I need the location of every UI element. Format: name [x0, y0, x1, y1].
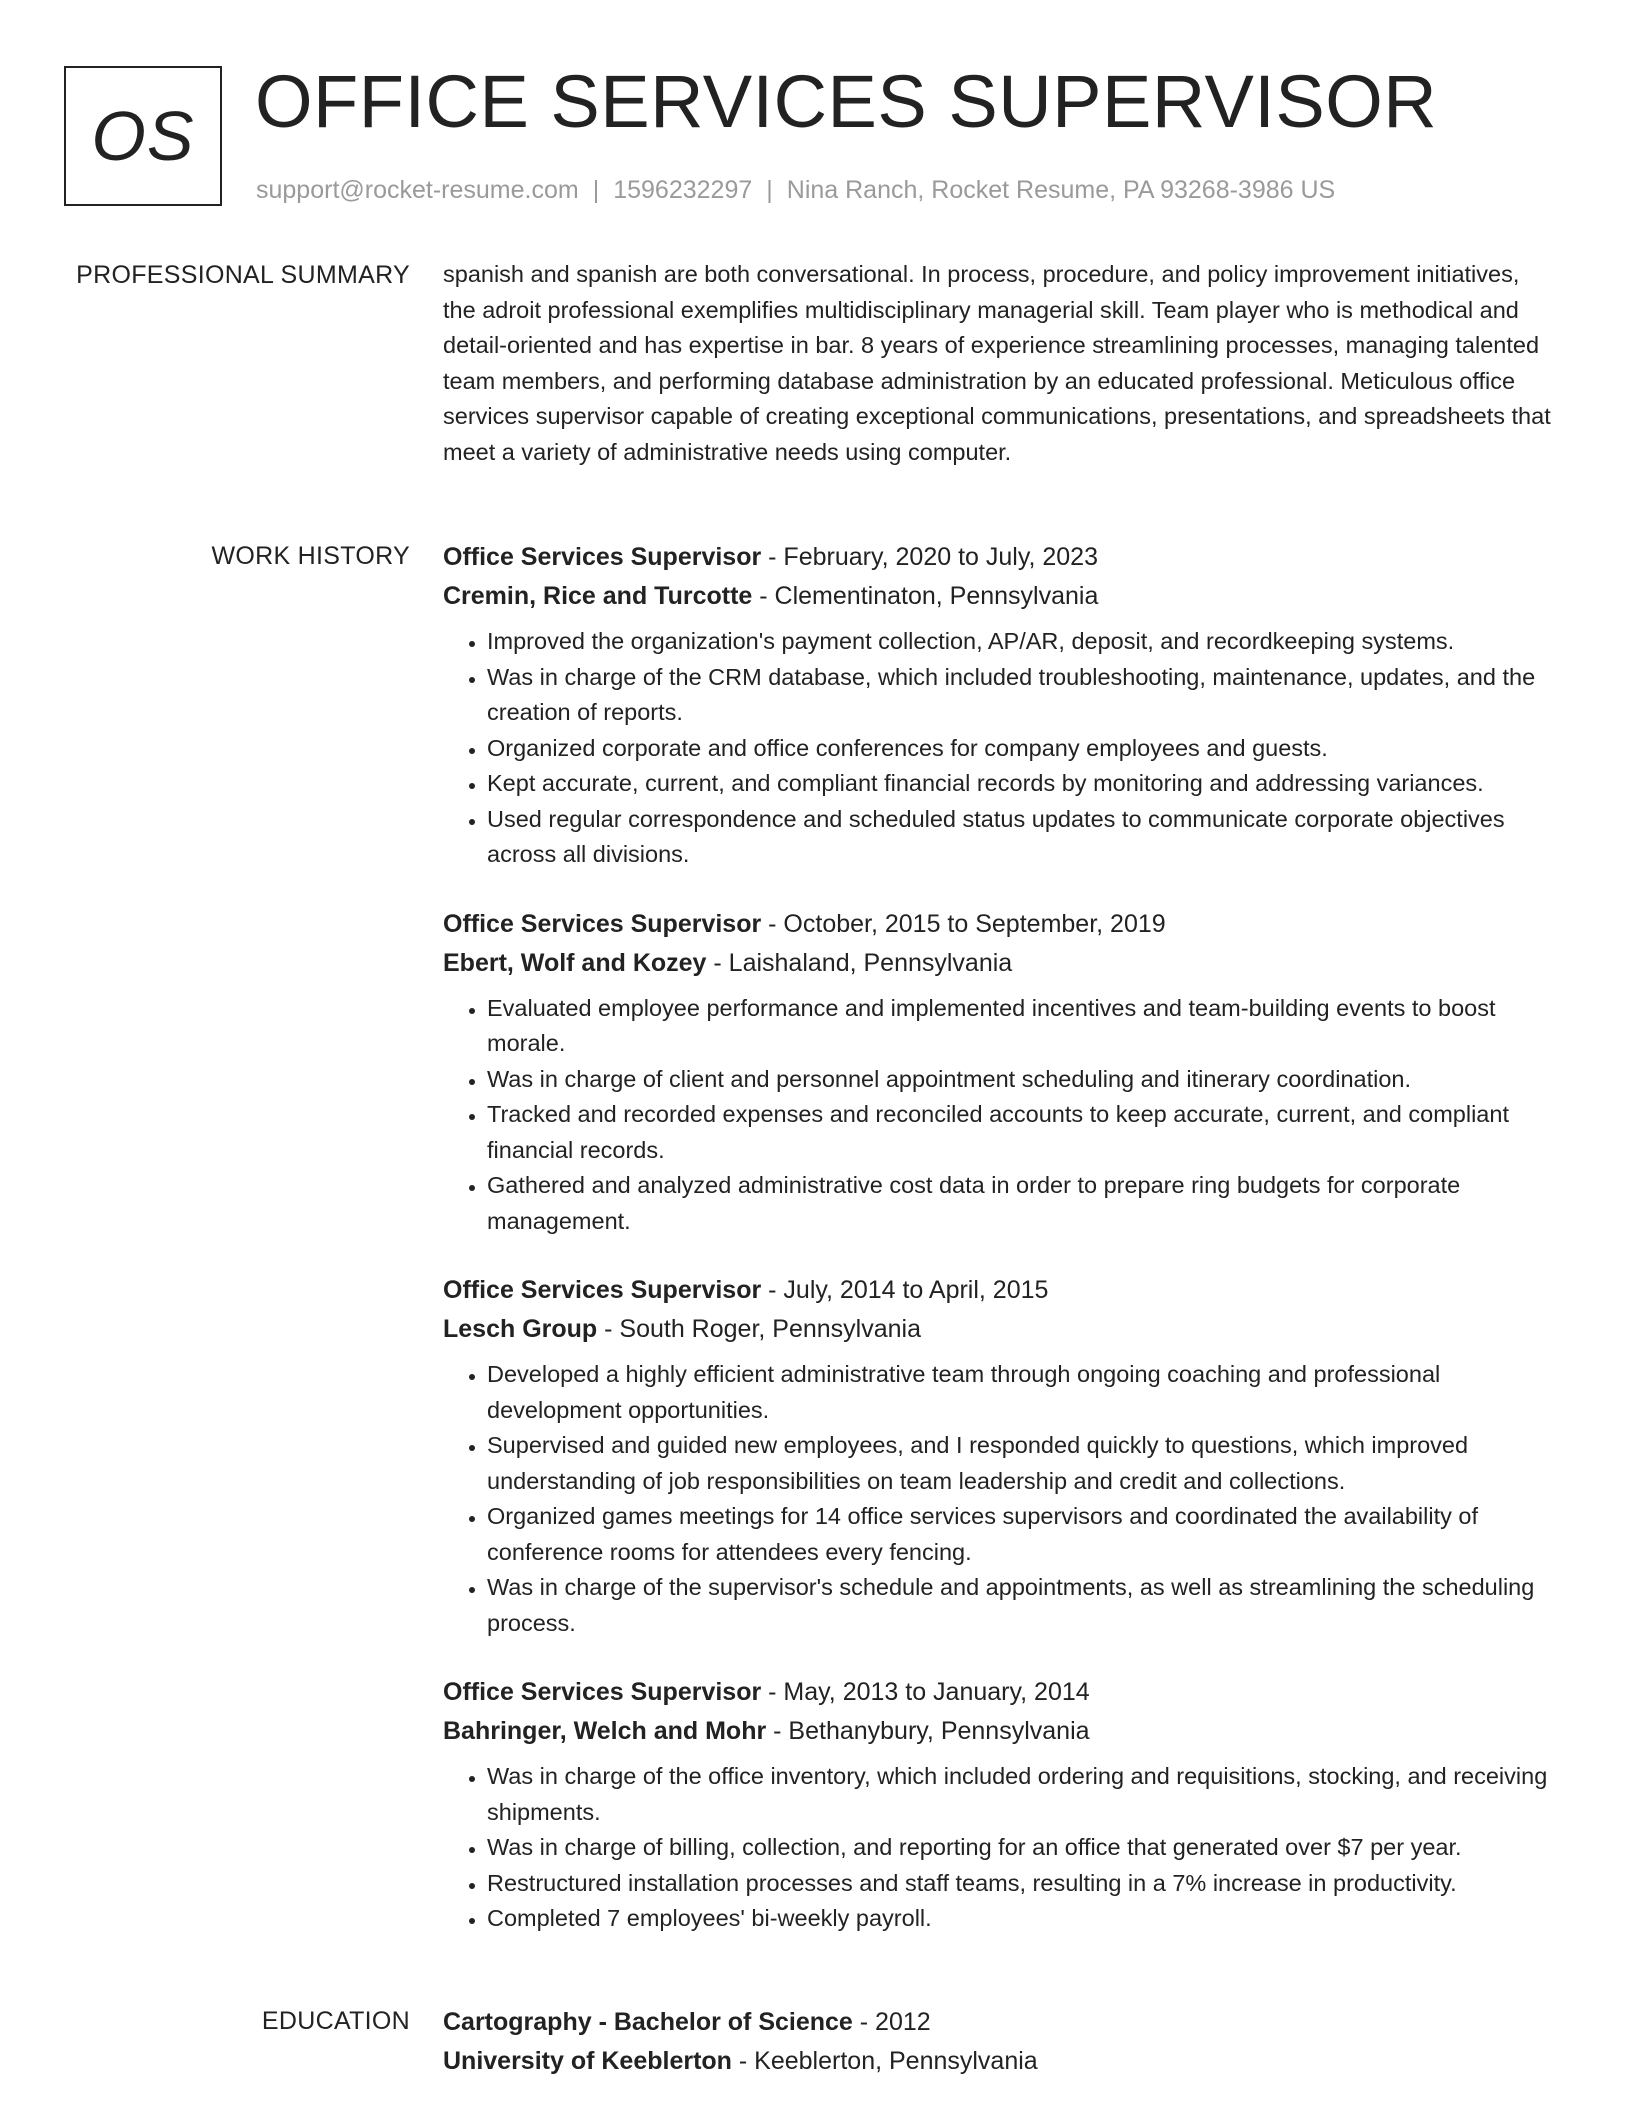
education-degree-line	[443, 2003, 1553, 2042]
job-location: - Bethanybury, Pennsylvania	[766, 1717, 1090, 1745]
job-bullet: • Was in charge of the CRM database, which included troubleshooting, maintenance, updates, and the creation of reports.	[487, 660, 1553, 731]
job-bullet: • Developed a highly efficient administrative team through ongoing coaching and professional development opportunities.	[487, 1357, 1553, 1428]
job-company-line	[443, 944, 1553, 983]
education-degree: Cartography - Bachelor of Science	[443, 2008, 853, 2036]
job-location: - Clementinaton, Pennsylvania	[752, 582, 1099, 610]
resume-title: OFFICE SERVICES SUPERVISOR	[255, 60, 1438, 143]
job-dates: - May, 2013 to January, 2014	[761, 1678, 1090, 1706]
job-entry	[443, 905, 1553, 1240]
education-year: - 2012	[852, 2008, 931, 2036]
job-dates: - July, 2014 to April, 2015	[761, 1276, 1049, 1304]
job-entry	[443, 538, 1553, 873]
job-company-line	[443, 1310, 1553, 1349]
job-title-line	[443, 905, 1553, 944]
job-title: Office Services Supervisor	[443, 909, 762, 938]
job-bullet: • Supervised and guided new employees, and I responded quickly to questions, which improved understanding of job responsibilities on team leadership and credit and collections.	[487, 1428, 1553, 1499]
summary-text: spanish and spanish are both conversational. In process, procedure, and policy improvement initiatives, the adroit professional exemplifies multidisciplinary managerial skill. Team player who is methodical and detail-oriented and has expertise in bar. 8 years of experience streamlining processes, managing talented team members, and performing database administration by an educated professional. Meticulous office services supervisor capable of creating exceptional communications, presentations, and spreadsheets that meet a variety of administrative needs using computer.	[443, 261, 1551, 465]
job-company: Lesch Group	[443, 1315, 598, 1343]
job-bullet: • Evaluated employee performance and implemented incentives and team-building events to boost morale.	[487, 991, 1553, 1062]
job-company: Cremin, Rice and Turcotte	[443, 582, 753, 610]
education-school: University of Keeblerton	[443, 2047, 732, 2075]
work-history-body	[443, 538, 1553, 1969]
job-title: Office Services Supervisor	[443, 543, 762, 571]
contact-separator: |	[592, 176, 600, 204]
work-history-heading: WORK HISTORY	[211, 542, 410, 570]
job-bullet: • Used regular correspondence and scheduled status updates to communicate corporate objectives across all divisions.	[487, 802, 1553, 873]
job-dates: - February, 2020 to July, 2023	[761, 543, 1098, 571]
contact-email[interactable]: support@rocket-resume.com	[256, 176, 579, 204]
job-bullet: • Was in charge of billing, collection, and reporting for an office that generated over $7 per year.	[487, 1830, 1553, 1866]
summary-heading: PROFESSIONAL SUMMARY	[76, 261, 410, 289]
job-bullet: • Restructured installation processes and staff teams, resulting in a 7% increase in productivity.	[487, 1866, 1553, 1902]
education-location: - Keeblerton, Pennsylvania	[731, 2047, 1038, 2075]
contact-line	[256, 174, 1335, 206]
job-company-line	[443, 1712, 1553, 1751]
job-company: Bahringer, Welch and Mohr	[443, 1717, 767, 1745]
job-bullet: • Gathered and analyzed administrative cost data in order to prepare ring budgets for corporate management.	[487, 1168, 1553, 1239]
job-bullet: • Was in charge of client and personnel appointment scheduling and itinerary coordination.	[487, 1062, 1553, 1098]
education-heading: EDUCATION	[261, 2007, 410, 2035]
job-location: - Laishaland, Pennsylvania	[706, 948, 1013, 977]
job-bullet: • Was in charge of the supervisor's schedule and appointments, as well as streamlining the scheduling process.	[487, 1570, 1553, 1641]
contact-phone[interactable]: 1596232297	[613, 176, 753, 204]
job-bullet: • Improved the organization's payment collection, AP/AR, deposit, and recordkeeping systems.	[487, 624, 1553, 660]
job-title: Office Services Supervisor	[443, 1678, 762, 1706]
job-title-line	[443, 1271, 1553, 1310]
job-dates: - October, 2015 to September, 2019	[761, 909, 1166, 938]
job-bullets	[443, 1357, 1553, 1641]
job-company-line	[443, 577, 1553, 616]
contact-address: Nina Ranch, Rocket Resume, PA 93268-3986 US	[786, 176, 1336, 204]
job-bullet: • Kept accurate, current, and compliant financial records by monitoring and addressing variances.	[487, 766, 1553, 802]
monogram-box	[64, 66, 222, 206]
job-location: - South Roger, Pennsylvania	[597, 1315, 921, 1343]
job-company: Ebert, Wolf and Kozey	[443, 948, 707, 977]
job-title-line	[443, 538, 1553, 577]
job-bullet: • Organized games meetings for 14 office services supervisors and coordinated the availability of conference rooms for attendees every fencing.	[487, 1499, 1553, 1570]
summary-body	[443, 257, 1553, 470]
job-bullet: • Tracked and recorded expenses and reconciled accounts to keep accurate, current, and compliant financial records.	[487, 1097, 1553, 1168]
job-entry	[443, 1673, 1553, 1937]
job-bullets	[443, 624, 1553, 873]
job-bullets	[443, 1759, 1553, 1937]
job-bullet: • Was in charge of the office inventory, which included ordering and requisitions, stocking, and receiving shipments.	[487, 1759, 1553, 1830]
job-title-line	[443, 1673, 1553, 1712]
job-bullet: • Organized corporate and office conferences for company employees and guests.	[487, 731, 1553, 767]
monogram-initials: OS	[91, 97, 195, 175]
education-school-line	[443, 2042, 1553, 2081]
job-title: Office Services Supervisor	[443, 1276, 762, 1304]
education-body	[443, 2003, 1553, 2081]
job-entry	[443, 1271, 1553, 1641]
contact-separator: |	[766, 176, 773, 204]
job-bullet: • Completed 7 employees' bi-weekly payroll.	[487, 1901, 1553, 1937]
job-bullets	[443, 991, 1553, 1240]
